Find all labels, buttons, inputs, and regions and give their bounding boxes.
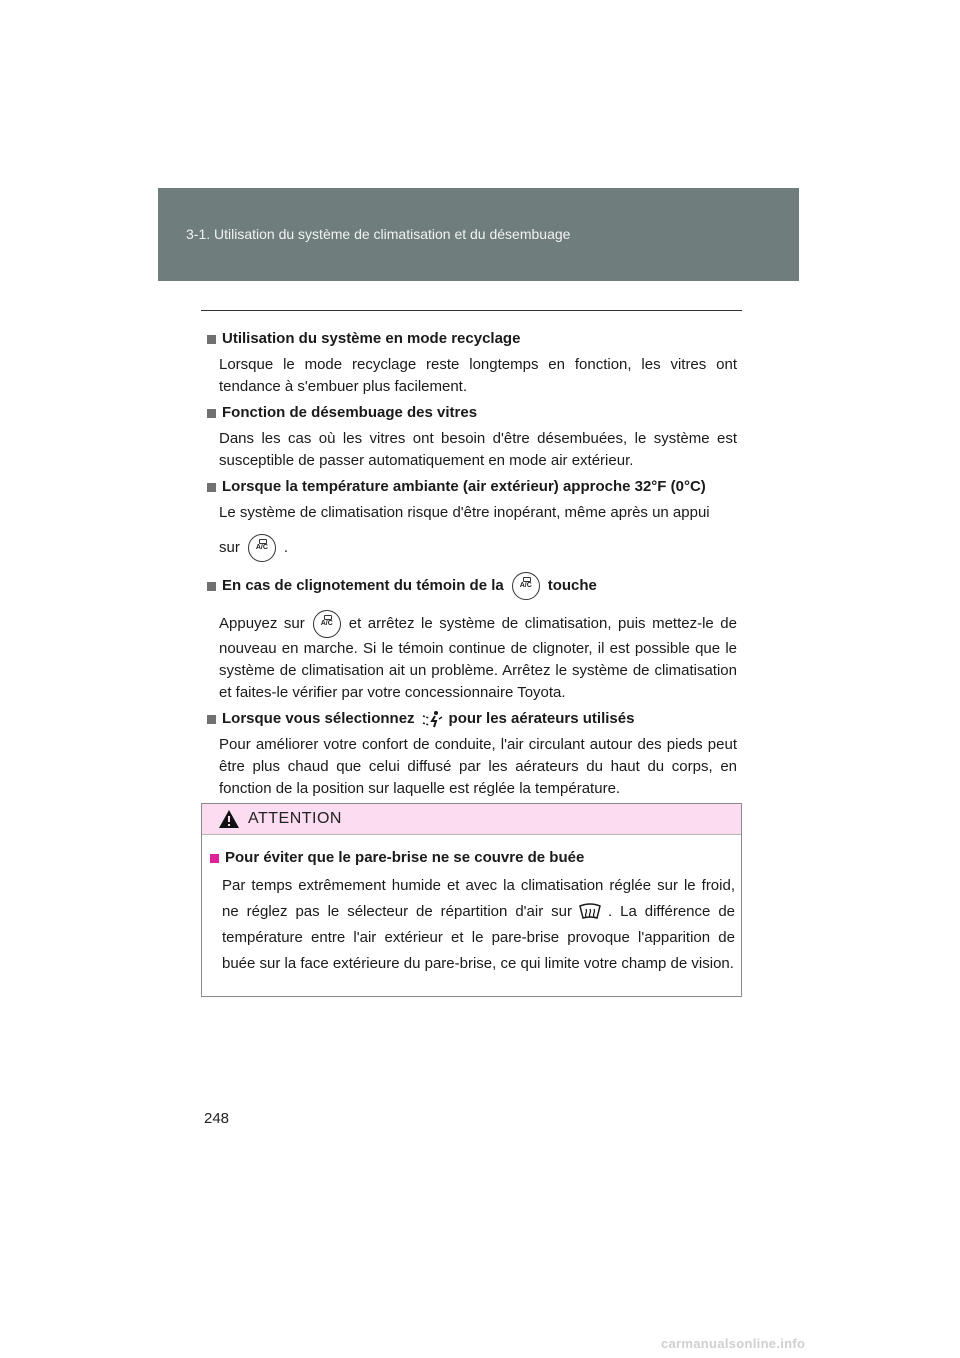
square-bullet-icon xyxy=(207,715,216,724)
heading-text: touche xyxy=(547,577,597,594)
heading-text: Utilisation du système en mode recyclage xyxy=(222,330,521,347)
paragraph-text: . La différence de température entre l'air extérieur et le pare-brise provoque l'apparition de buée sur la face extérieure du pare-brise, ce qui limite votre champ de vision. xyxy=(222,903,735,972)
section-heading-desembuage xyxy=(207,402,737,424)
pink-square-bullet-icon xyxy=(210,854,219,863)
heading-text: pour les aérateurs utilisés xyxy=(448,710,635,727)
ac-label: A/C xyxy=(255,544,268,551)
paragraph-text: Appuyez sur xyxy=(219,614,305,632)
windshield-defrost-icon xyxy=(578,903,602,921)
section-heading-recyclage xyxy=(207,328,737,350)
heading-text: Pour éviter que le pare-brise ne se couvre de buée xyxy=(225,849,585,866)
page-number: 248 xyxy=(204,1110,230,1127)
warning-triangle-icon xyxy=(218,809,240,829)
paragraph-clignotement xyxy=(207,610,737,704)
square-bullet-icon xyxy=(207,335,216,344)
heading-text: En cas de clignotement du témoin de la xyxy=(222,577,504,594)
section-header-band xyxy=(158,188,799,281)
square-bullet-icon xyxy=(207,409,216,418)
ac-label: A/C xyxy=(320,620,333,627)
section-heading-aerateurs xyxy=(207,708,737,730)
divider-rule xyxy=(201,310,742,311)
square-bullet-icon xyxy=(207,582,216,591)
paragraph-temperature xyxy=(207,502,737,562)
ac-button-icon xyxy=(313,610,341,638)
warning-header xyxy=(202,804,741,835)
heading-text: Lorsque vous sélectionnez xyxy=(222,710,415,727)
airflow-upper-body-feet-icon xyxy=(421,710,443,728)
heading-text: Fonction de désembuage des vitres xyxy=(222,404,478,421)
main-content xyxy=(207,328,737,804)
footer-watermark: carmanualsonline.info xyxy=(661,1336,806,1351)
paragraph-text: Le système de climatisation risque d'être inopérant, même après un appui xyxy=(219,504,710,521)
paragraph-aerateurs: Pour améliorer votre confort de conduite, l'air circulant autour des pieds peut être plus chaud que celui diffusé par les aérateurs du haut du corps, en fonction de la position sur laquelle est réglée la température. xyxy=(219,736,737,797)
heading-text: Lorsque la température ambiante (air extérieur) approche 32°F (0°C) xyxy=(222,478,706,495)
paragraph-recyclage: Lorsque le mode recyclage reste longtemps en fonction, les vitres ont tendance à s'embuer plus facilement. xyxy=(219,356,737,395)
square-bullet-icon xyxy=(207,483,216,492)
section-heading-temperature xyxy=(207,476,737,498)
ac-button-icon xyxy=(512,572,540,600)
paragraph-text: sur xyxy=(219,538,240,556)
section-heading-clignotement xyxy=(207,572,737,600)
paragraph-desembuage: Dans les cas où les vitres ont besoin d'être désembuées, le système est susceptible de passer automatiquement en mode air extérieur. xyxy=(219,430,737,469)
warning-paragraph xyxy=(210,873,735,977)
ac-label: A/C xyxy=(519,582,532,589)
section-title: 3-1. Utilisation du système de climatisation et du désembuage xyxy=(186,226,571,242)
warning-box xyxy=(201,803,742,997)
ac-button-icon xyxy=(248,534,276,562)
paragraph-text: . xyxy=(283,538,289,556)
paragraph-text: et arrêtez le système de climatisation, puis mettez-le de nouveau en marche. Si le témoin continue de clignoter, il est possible que le système de climatisation ait un problème. Arrêtez le système de climatisation et faites-le vérifier par votre concessionnaire Toyota. xyxy=(219,614,737,701)
warning-label: ATTENTION xyxy=(248,810,342,827)
warning-body xyxy=(202,835,741,977)
warning-heading xyxy=(210,847,735,869)
paragraph-text: Par temps extrêmement humide et avec la climatisation réglée sur le froid, ne réglez pas le sélecteur de répartition d'air sur xyxy=(222,877,735,920)
